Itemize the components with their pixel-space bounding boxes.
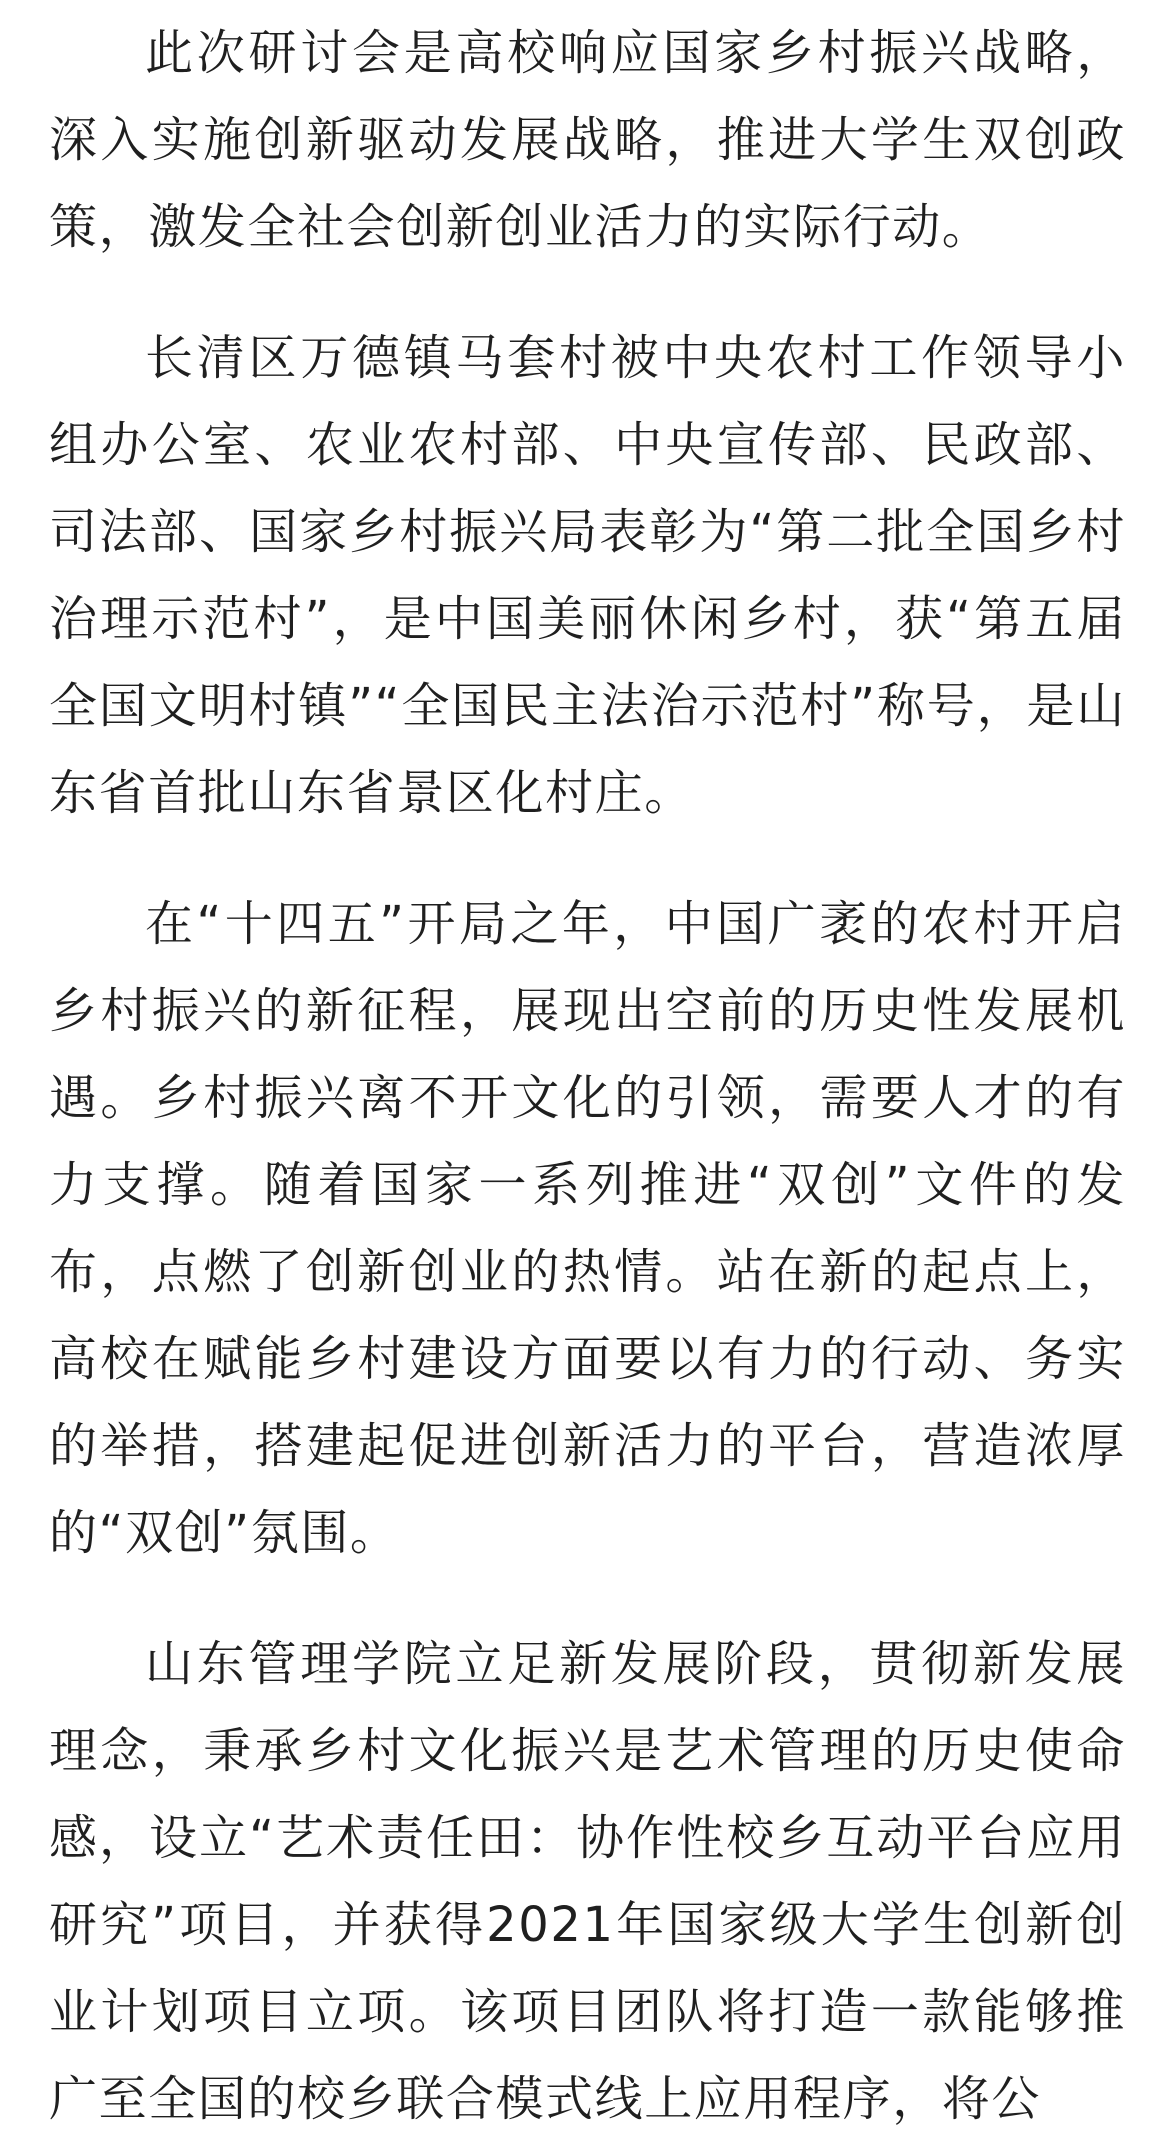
article-paragraph: 此次研讨会是高校响应国家乡村振兴战略，深入实施创新驱动发展战略，推进大学生双创政策，激发全社会创新创业活力的实际行动。 bbox=[49, 25, 1126, 255]
article-paragraph: 山东管理学院立足新发展阶段，贯彻新发展理念，秉承乡村文化振兴是艺术管理的历史使命感，设立“艺术责任田：协作性校乡互动平台应用研究”项目，并获得2021年国家级大学生创新创业计划项目立项。该项目团队将打造一款能够推广至全国的校乡联合模式线上应用程序，将公 bbox=[49, 1636, 1126, 2127]
article-paragraph: 在“十四五”开局之年，中国广袤的农村开启乡村振兴的新征程，展现出空前的历史性发展机遇。乡村振兴离不开文化的引领，需要人才的有力支撑。随着国家一系列推进“双创”文件的发布，点燃了创新创业的热情。站在新的起点上，高校在赋能乡村建设方面要以有力的行动、务实的举措，搭建起促进创新活力的平台，营造浓厚的“双创”氛围。 bbox=[49, 896, 1126, 1561]
article-paragraph: 长清区万德镇马套村被中央农村工作领导小组办公室、农业农村部、中央宣传部、民政部、司法部、国家乡村振兴局表彰为“第二批全国乡村治理示范村”，是中国美丽休闲乡村，获“第五届全国文明村镇”“全国民主法治示范村”称号，是山东省首批山东省景区化村庄。 bbox=[49, 330, 1126, 821]
